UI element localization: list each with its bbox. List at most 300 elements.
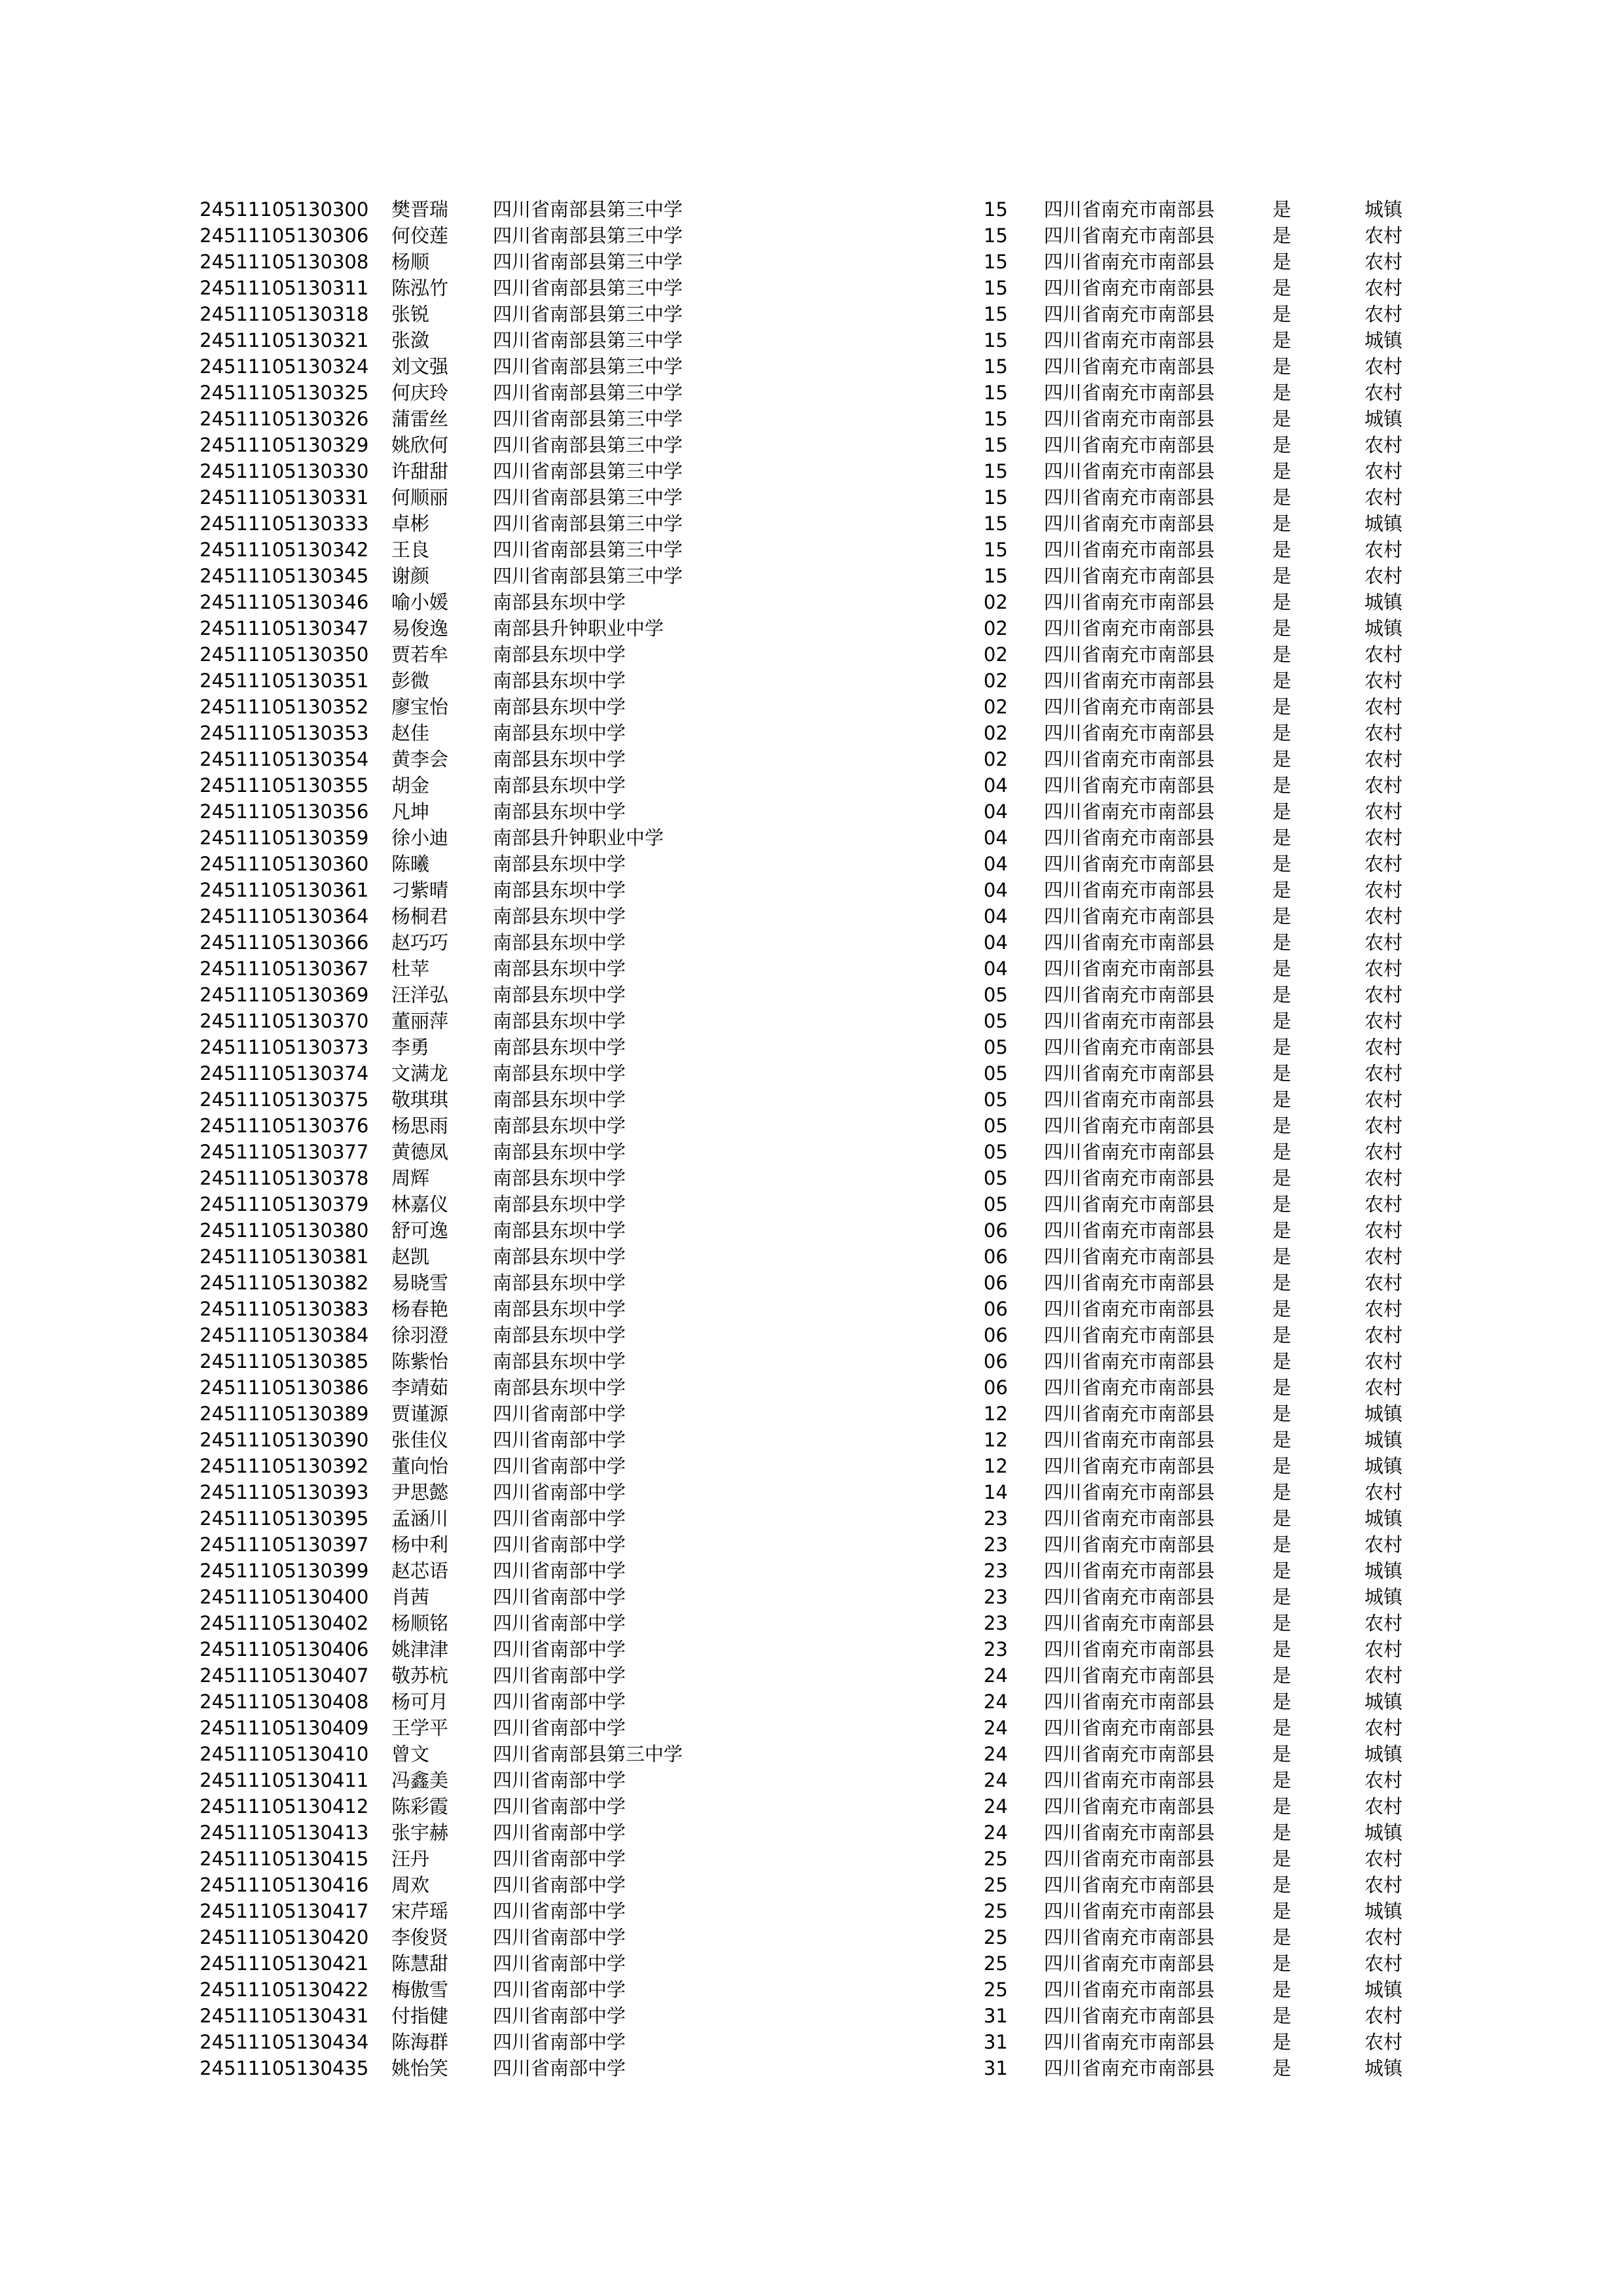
class-cell: 05 xyxy=(984,1167,1008,1189)
flag-cell: 是 xyxy=(1272,748,1292,770)
student-name-cell: 杨春艳 xyxy=(391,1298,449,1320)
table-row xyxy=(0,537,1623,563)
school-cell: 南部县东坝中学 xyxy=(493,1088,626,1111)
class-cell: 05 xyxy=(984,1088,1008,1111)
table-row xyxy=(0,903,1623,929)
table-row xyxy=(0,1165,1623,1191)
student-name-cell: 蒲雷丝 xyxy=(391,408,449,430)
table-row xyxy=(0,1034,1623,1060)
class-cell: 15 xyxy=(984,408,1008,430)
school-cell: 南部县东坝中学 xyxy=(493,696,626,718)
student-id-cell: 24511105130350 xyxy=(200,643,369,666)
region-cell: 四川省南充市南部县 xyxy=(1044,643,1215,666)
class-cell: 05 xyxy=(984,984,1008,1006)
student-name-cell: 易俊逸 xyxy=(391,617,449,639)
school-cell: 四川省南部县第三中学 xyxy=(493,277,683,299)
region-cell: 四川省南充市南部县 xyxy=(1044,827,1215,849)
school-cell: 四川省南部中学 xyxy=(493,1769,626,1791)
school-cell: 四川省南部中学 xyxy=(493,1586,626,1608)
region-cell: 四川省南充市南部县 xyxy=(1044,984,1215,1006)
school-cell: 南部县东坝中学 xyxy=(493,1324,626,1346)
residence-type-cell: 农村 xyxy=(1364,853,1403,875)
school-cell: 四川省南部中学 xyxy=(493,1507,626,1530)
residence-type-cell: 农村 xyxy=(1364,1298,1403,1320)
school-cell: 南部县东坝中学 xyxy=(493,800,626,823)
student-id-cell: 24511105130342 xyxy=(200,539,369,561)
student-name-cell: 许甜甜 xyxy=(391,460,449,482)
school-cell: 南部县东坝中学 xyxy=(493,591,626,613)
residence-type-cell: 农村 xyxy=(1364,1219,1403,1242)
student-id-cell: 24511105130352 xyxy=(200,696,369,718)
school-cell: 四川省南部县第三中学 xyxy=(493,355,683,378)
region-cell: 四川省南充市南部县 xyxy=(1044,1743,1215,1765)
region-cell: 四川省南充市南部县 xyxy=(1044,774,1215,797)
student-id-cell: 24511105130400 xyxy=(200,1586,369,1608)
residence-type-cell: 农村 xyxy=(1364,303,1403,325)
flag-cell: 是 xyxy=(1272,931,1292,954)
region-cell: 四川省南充市南部县 xyxy=(1044,722,1215,744)
residence-type-cell: 农村 xyxy=(1364,2005,1403,2027)
student-id-cell: 24511105130408 xyxy=(200,1691,369,1713)
school-cell: 南部县东坝中学 xyxy=(493,1298,626,1320)
school-cell: 四川省南部县第三中学 xyxy=(493,565,683,587)
flag-cell: 是 xyxy=(1272,853,1292,875)
region-cell: 四川省南充市南部县 xyxy=(1044,1900,1215,1922)
school-cell: 四川省南部中学 xyxy=(493,1848,626,1870)
flag-cell: 是 xyxy=(1272,303,1292,325)
flag-cell: 是 xyxy=(1272,1664,1292,1687)
flag-cell: 是 xyxy=(1272,1167,1292,1189)
residence-type-cell: 城镇 xyxy=(1364,1560,1403,1582)
class-cell: 15 xyxy=(984,224,1008,247)
flag-cell: 是 xyxy=(1272,1638,1292,1660)
student-name-cell: 赵芯语 xyxy=(391,1560,449,1582)
residence-type-cell: 农村 xyxy=(1364,1376,1403,1399)
residence-type-cell: 城镇 xyxy=(1364,512,1403,535)
school-cell: 四川省南部中学 xyxy=(493,1874,626,1896)
region-cell: 四川省南充市南部县 xyxy=(1044,539,1215,561)
residence-type-cell: 农村 xyxy=(1364,1115,1403,1137)
student-name-cell: 陈彩霞 xyxy=(391,1795,449,1818)
residence-type-cell: 农村 xyxy=(1364,1795,1403,1818)
residence-type-cell: 农村 xyxy=(1364,931,1403,954)
student-name-cell: 陈紫怡 xyxy=(391,1350,449,1372)
class-cell: 04 xyxy=(984,800,1008,823)
flag-cell: 是 xyxy=(1272,1926,1292,1948)
student-id-cell: 24511105130397 xyxy=(200,1534,369,1556)
school-cell: 四川省南部中学 xyxy=(493,1481,626,1503)
class-cell: 15 xyxy=(984,329,1008,351)
class-cell: 04 xyxy=(984,827,1008,849)
table-row xyxy=(0,1950,1623,1977)
student-name-cell: 尹思懿 xyxy=(391,1481,449,1503)
student-id-cell: 24511105130375 xyxy=(200,1088,369,1111)
flag-cell: 是 xyxy=(1272,1795,1292,1818)
school-cell: 四川省南部中学 xyxy=(493,1691,626,1713)
region-cell: 四川省南充市南部县 xyxy=(1044,905,1215,927)
class-cell: 05 xyxy=(984,1141,1008,1163)
table-row xyxy=(0,1086,1623,1113)
student-name-cell: 卓彬 xyxy=(391,512,430,535)
region-cell: 四川省南充市南部县 xyxy=(1044,1560,1215,1582)
school-cell: 南部县东坝中学 xyxy=(493,1272,626,1294)
student-name-cell: 陈海群 xyxy=(391,2031,449,2053)
flag-cell: 是 xyxy=(1272,591,1292,613)
class-cell: 24 xyxy=(984,1743,1008,1765)
flag-cell: 是 xyxy=(1272,905,1292,927)
flag-cell: 是 xyxy=(1272,539,1292,561)
flag-cell: 是 xyxy=(1272,1821,1292,1844)
region-cell: 四川省南充市南部县 xyxy=(1044,277,1215,299)
region-cell: 四川省南充市南部县 xyxy=(1044,1010,1215,1032)
residence-type-cell: 城镇 xyxy=(1364,329,1403,351)
student-name-cell: 贾谨源 xyxy=(391,1403,449,1425)
residence-type-cell: 农村 xyxy=(1364,827,1403,849)
region-cell: 四川省南充市南部县 xyxy=(1044,434,1215,456)
student-name-cell: 宋芹瑶 xyxy=(391,1900,449,1922)
school-cell: 四川省南部中学 xyxy=(493,1638,626,1660)
residence-type-cell: 农村 xyxy=(1364,1272,1403,1294)
flag-cell: 是 xyxy=(1272,224,1292,247)
student-name-cell: 杨顺铭 xyxy=(391,1612,449,1634)
region-cell: 四川省南充市南部县 xyxy=(1044,1141,1215,1163)
student-id-cell: 24511105130378 xyxy=(200,1167,369,1189)
school-cell: 南部县东坝中学 xyxy=(493,879,626,901)
student-name-cell: 黄德凤 xyxy=(391,1141,449,1163)
flag-cell: 是 xyxy=(1272,1481,1292,1503)
flag-cell: 是 xyxy=(1272,512,1292,535)
student-id-cell: 24511105130420 xyxy=(200,1926,369,1948)
student-id-cell: 24511105130412 xyxy=(200,1795,369,1818)
school-cell: 南部县升钟职业中学 xyxy=(493,827,664,849)
school-cell: 四川省南部中学 xyxy=(493,1926,626,1948)
table-row xyxy=(0,1584,1623,1610)
student-id-cell: 24511105130393 xyxy=(200,1481,369,1503)
class-cell: 24 xyxy=(984,1717,1008,1739)
student-name-cell: 董向怡 xyxy=(391,1455,449,1477)
flag-cell: 是 xyxy=(1272,1455,1292,1477)
region-cell: 四川省南充市南部县 xyxy=(1044,565,1215,587)
student-name-cell: 徐羽澄 xyxy=(391,1324,449,1346)
student-id-cell: 24511105130431 xyxy=(200,2005,369,2027)
table-row xyxy=(0,641,1623,668)
region-cell: 四川省南充市南部县 xyxy=(1044,1979,1215,2001)
student-name-cell: 敬琪琪 xyxy=(391,1088,449,1111)
class-cell: 15 xyxy=(984,434,1008,456)
student-name-cell: 樊晋瑞 xyxy=(391,198,449,221)
flag-cell: 是 xyxy=(1272,1717,1292,1739)
class-cell: 04 xyxy=(984,853,1008,875)
student-id-cell: 24511105130355 xyxy=(200,774,369,797)
table-row xyxy=(0,1374,1623,1401)
class-cell: 05 xyxy=(984,1036,1008,1058)
table-row xyxy=(0,458,1623,484)
student-id-cell: 24511105130416 xyxy=(200,1874,369,1896)
flag-cell: 是 xyxy=(1272,670,1292,692)
school-cell: 南部县东坝中学 xyxy=(493,905,626,927)
student-name-cell: 廖宝怡 xyxy=(391,696,449,718)
table-row xyxy=(0,1820,1623,1846)
flag-cell: 是 xyxy=(1272,1115,1292,1137)
region-cell: 四川省南充市南部县 xyxy=(1044,2005,1215,2027)
flag-cell: 是 xyxy=(1272,355,1292,378)
table-row xyxy=(0,1060,1623,1086)
student-id-cell: 24511105130318 xyxy=(200,303,369,325)
region-cell: 四川省南充市南部县 xyxy=(1044,1036,1215,1058)
region-cell: 四川省南充市南部县 xyxy=(1044,408,1215,430)
table-row xyxy=(0,982,1623,1008)
school-cell: 四川省南部县第三中学 xyxy=(493,539,683,561)
student-name-cell: 凡坤 xyxy=(391,800,430,823)
student-name-cell: 李靖茹 xyxy=(391,1376,449,1399)
class-cell: 24 xyxy=(984,1821,1008,1844)
student-id-cell: 24511105130351 xyxy=(200,670,369,692)
class-cell: 05 xyxy=(984,1010,1008,1032)
student-name-cell: 舒可逸 xyxy=(391,1219,449,1242)
flag-cell: 是 xyxy=(1272,1193,1292,1215)
school-cell: 四川省南部中学 xyxy=(493,2005,626,2027)
region-cell: 四川省南充市南部县 xyxy=(1044,1062,1215,1085)
school-cell: 四川省南部县第三中学 xyxy=(493,382,683,404)
student-id-cell: 24511105130381 xyxy=(200,1246,369,1268)
region-cell: 四川省南充市南部县 xyxy=(1044,1272,1215,1294)
class-cell: 31 xyxy=(984,2005,1008,2027)
school-cell: 四川省南部中学 xyxy=(493,1560,626,1582)
residence-type-cell: 城镇 xyxy=(1364,408,1403,430)
region-cell: 四川省南充市南部县 xyxy=(1044,800,1215,823)
class-cell: 15 xyxy=(984,251,1008,273)
residence-type-cell: 农村 xyxy=(1364,382,1403,404)
class-cell: 14 xyxy=(984,1481,1008,1503)
student-name-cell: 曾文 xyxy=(391,1743,430,1765)
flag-cell: 是 xyxy=(1272,1691,1292,1713)
school-cell: 四川省南部中学 xyxy=(493,1403,626,1425)
residence-type-cell: 农村 xyxy=(1364,1664,1403,1687)
region-cell: 四川省南充市南部县 xyxy=(1044,460,1215,482)
school-cell: 四川省南部县第三中学 xyxy=(493,251,683,273)
student-name-cell: 徐小迪 xyxy=(391,827,449,849)
class-cell: 06 xyxy=(984,1376,1008,1399)
school-cell: 四川省南部中学 xyxy=(493,1455,626,1477)
residence-type-cell: 农村 xyxy=(1364,722,1403,744)
residence-type-cell: 农村 xyxy=(1364,434,1403,456)
flag-cell: 是 xyxy=(1272,565,1292,587)
school-cell: 南部县东坝中学 xyxy=(493,1141,626,1163)
residence-type-cell: 农村 xyxy=(1364,958,1403,980)
student-id-cell: 24511105130407 xyxy=(200,1664,369,1687)
table-row xyxy=(0,1453,1623,1479)
region-cell: 四川省南充市南部县 xyxy=(1044,1717,1215,1739)
table-row xyxy=(0,432,1623,458)
student-id-cell: 24511105130361 xyxy=(200,879,369,901)
residence-type-cell: 城镇 xyxy=(1364,1979,1403,2001)
student-id-cell: 24511105130383 xyxy=(200,1298,369,1320)
student-name-cell: 王学平 xyxy=(391,1717,449,1739)
class-cell: 04 xyxy=(984,931,1008,954)
flag-cell: 是 xyxy=(1272,198,1292,221)
residence-type-cell: 农村 xyxy=(1364,1010,1403,1032)
flag-cell: 是 xyxy=(1272,1219,1292,1242)
student-name-cell: 汪洋弘 xyxy=(391,984,449,1006)
student-name-cell: 林嘉仪 xyxy=(391,1193,449,1215)
region-cell: 四川省南充市南部县 xyxy=(1044,1324,1215,1346)
flag-cell: 是 xyxy=(1272,2031,1292,2053)
student-name-cell: 杨中利 xyxy=(391,1534,449,1556)
class-cell: 25 xyxy=(984,1874,1008,1896)
table-row xyxy=(0,406,1623,432)
table-row xyxy=(0,2055,1623,2081)
table-row xyxy=(0,1401,1623,1427)
school-cell: 四川省南部中学 xyxy=(493,1900,626,1922)
student-id-cell: 24511105130417 xyxy=(200,1900,369,1922)
region-cell: 四川省南充市南部县 xyxy=(1044,1874,1215,1896)
school-cell: 四川省南部县第三中学 xyxy=(493,486,683,509)
school-cell: 南部县东坝中学 xyxy=(493,984,626,1006)
table-row xyxy=(0,1924,1623,1950)
flag-cell: 是 xyxy=(1272,1560,1292,1582)
class-cell: 06 xyxy=(984,1324,1008,1346)
school-cell: 南部县东坝中学 xyxy=(493,1036,626,1058)
residence-type-cell: 农村 xyxy=(1364,539,1403,561)
residence-type-cell: 农村 xyxy=(1364,748,1403,770)
flag-cell: 是 xyxy=(1272,251,1292,273)
class-cell: 04 xyxy=(984,958,1008,980)
student-id-cell: 24511105130326 xyxy=(200,408,369,430)
region-cell: 四川省南充市南部县 xyxy=(1044,958,1215,980)
region-cell: 四川省南充市南部县 xyxy=(1044,1795,1215,1818)
school-cell: 四川省南部中学 xyxy=(493,2031,626,2053)
table-row xyxy=(0,484,1623,511)
region-cell: 四川省南充市南部县 xyxy=(1044,2057,1215,2079)
residence-type-cell: 城镇 xyxy=(1364,1429,1403,1451)
table-row xyxy=(0,1479,1623,1505)
school-cell: 南部县东坝中学 xyxy=(493,931,626,954)
student-name-cell: 杜苹 xyxy=(391,958,430,980)
residence-type-cell: 农村 xyxy=(1364,2031,1403,2053)
school-cell: 四川省南部中学 xyxy=(493,1952,626,1975)
table-row xyxy=(0,1715,1623,1741)
residence-type-cell: 农村 xyxy=(1364,1350,1403,1372)
school-cell: 四川省南部中学 xyxy=(493,1717,626,1739)
class-cell: 15 xyxy=(984,565,1008,587)
class-cell: 15 xyxy=(984,486,1008,509)
residence-type-cell: 农村 xyxy=(1364,1612,1403,1634)
region-cell: 四川省南充市南部县 xyxy=(1044,1403,1215,1425)
flag-cell: 是 xyxy=(1272,984,1292,1006)
region-cell: 四川省南充市南部县 xyxy=(1044,1350,1215,1372)
school-cell: 四川省南部县第三中学 xyxy=(493,224,683,247)
flag-cell: 是 xyxy=(1272,2005,1292,2027)
class-cell: 15 xyxy=(984,382,1008,404)
table-row xyxy=(0,1558,1623,1584)
residence-type-cell: 农村 xyxy=(1364,1246,1403,1268)
student-id-cell: 24511105130389 xyxy=(200,1403,369,1425)
student-id-cell: 24511105130435 xyxy=(200,2057,369,2079)
student-id-cell: 24511105130345 xyxy=(200,565,369,587)
school-cell: 四川省南部中学 xyxy=(493,1612,626,1634)
flag-cell: 是 xyxy=(1272,1010,1292,1032)
student-id-cell: 24511105130390 xyxy=(200,1429,369,1451)
student-name-cell: 易晓雪 xyxy=(391,1272,449,1294)
school-cell: 四川省南部县第三中学 xyxy=(493,434,683,456)
student-name-cell: 赵凯 xyxy=(391,1246,430,1268)
residence-type-cell: 农村 xyxy=(1364,355,1403,378)
class-cell: 02 xyxy=(984,670,1008,692)
student-id-cell: 24511105130384 xyxy=(200,1324,369,1346)
residence-type-cell: 农村 xyxy=(1364,1141,1403,1163)
class-cell: 23 xyxy=(984,1612,1008,1634)
table-row xyxy=(0,1348,1623,1374)
student-name-cell: 喻小媛 xyxy=(391,591,449,613)
table-row xyxy=(0,563,1623,589)
school-cell: 南部县东坝中学 xyxy=(493,748,626,770)
table-row xyxy=(0,825,1623,851)
class-cell: 24 xyxy=(984,1664,1008,1687)
class-cell: 23 xyxy=(984,1534,1008,1556)
school-cell: 四川省南部中学 xyxy=(493,1429,626,1451)
school-cell: 南部县东坝中学 xyxy=(493,1062,626,1085)
class-cell: 06 xyxy=(984,1219,1008,1242)
region-cell: 四川省南充市南部县 xyxy=(1044,1429,1215,1451)
table-row xyxy=(0,1846,1623,1872)
table-row xyxy=(0,798,1623,825)
residence-type-cell: 农村 xyxy=(1364,1088,1403,1111)
region-cell: 四川省南充市南部县 xyxy=(1044,853,1215,875)
residence-type-cell: 农村 xyxy=(1364,905,1403,927)
flag-cell: 是 xyxy=(1272,277,1292,299)
region-cell: 四川省南充市南部县 xyxy=(1044,382,1215,404)
flag-cell: 是 xyxy=(1272,1088,1292,1111)
student-id-cell: 24511105130421 xyxy=(200,1952,369,1975)
school-cell: 南部县东坝中学 xyxy=(493,1193,626,1215)
table-row xyxy=(0,1270,1623,1296)
region-cell: 四川省南充市南部县 xyxy=(1044,1481,1215,1503)
student-id-cell: 24511105130373 xyxy=(200,1036,369,1058)
class-cell: 15 xyxy=(984,303,1008,325)
flag-cell: 是 xyxy=(1272,382,1292,404)
residence-type-cell: 农村 xyxy=(1364,1717,1403,1739)
class-cell: 25 xyxy=(984,1979,1008,2001)
table-row xyxy=(0,275,1623,301)
table-row xyxy=(0,2029,1623,2055)
residence-type-cell: 城镇 xyxy=(1364,1743,1403,1765)
student-id-cell: 24511105130347 xyxy=(200,617,369,639)
class-cell: 06 xyxy=(984,1350,1008,1372)
student-name-cell: 刘文强 xyxy=(391,355,449,378)
class-cell: 15 xyxy=(984,198,1008,221)
class-cell: 15 xyxy=(984,355,1008,378)
class-cell: 25 xyxy=(984,1952,1008,1975)
class-cell: 23 xyxy=(984,1560,1008,1582)
student-id-cell: 24511105130366 xyxy=(200,931,369,954)
class-cell: 02 xyxy=(984,643,1008,666)
student-name-cell: 张锐 xyxy=(391,303,430,325)
school-cell: 四川省南部中学 xyxy=(493,2057,626,2079)
region-cell: 四川省南充市南部县 xyxy=(1044,1167,1215,1189)
student-name-cell: 胡金 xyxy=(391,774,430,797)
region-cell: 四川省南充市南部县 xyxy=(1044,591,1215,613)
school-cell: 南部县东坝中学 xyxy=(493,1376,626,1399)
flag-cell: 是 xyxy=(1272,696,1292,718)
flag-cell: 是 xyxy=(1272,958,1292,980)
school-cell: 南部县东坝中学 xyxy=(493,643,626,666)
flag-cell: 是 xyxy=(1272,643,1292,666)
table-row xyxy=(0,1505,1623,1532)
student-id-cell: 24511105130382 xyxy=(200,1272,369,1294)
residence-type-cell: 农村 xyxy=(1364,1193,1403,1215)
table-row xyxy=(0,720,1623,746)
school-cell: 四川省南部县第三中学 xyxy=(493,329,683,351)
